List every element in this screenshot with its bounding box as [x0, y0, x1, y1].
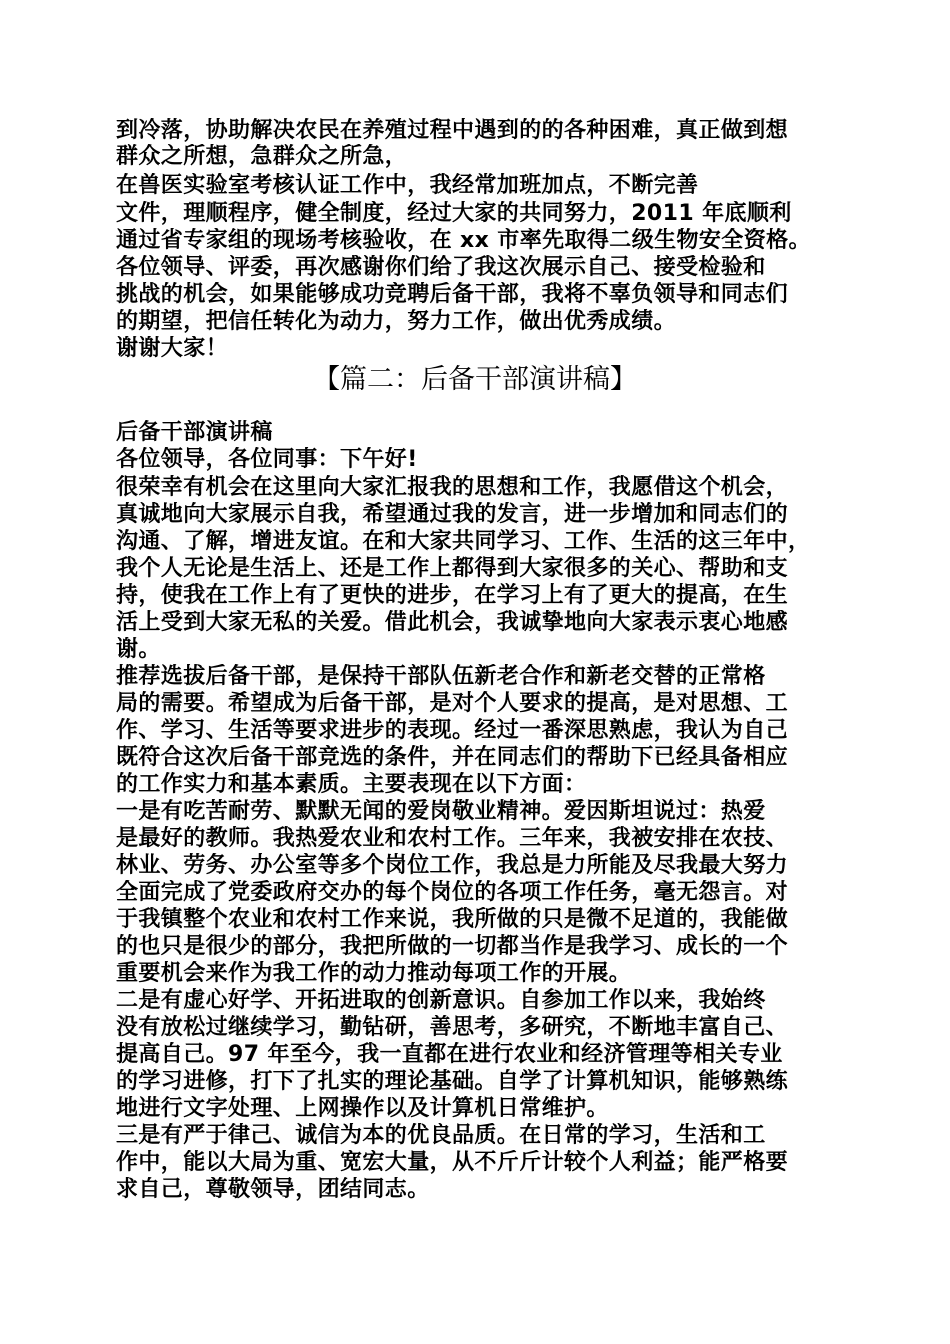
paragraph-line: 局的需要。希望成为后备干部，是对个人要求的提高，是对思想、工	[116, 691, 789, 716]
paragraph-line: 二是有虚心好学、开拓进取的创新意识。自参加工作以来，我始终	[116, 988, 766, 1013]
paragraph-line: 的也只是很少的部分，我把所做的一切都当作是我学习、成长的一个	[116, 934, 789, 959]
paragraph-line: 我个人无论是生活上、还是工作上都得到大家很多的关心、帮助和支	[116, 556, 789, 581]
paragraph-line: 群众之所想，急群众之所急，	[116, 144, 408, 169]
paragraph-line: 一是有吃苦耐劳、默默无闻的爱岗敬业精神。爱因斯坦说过：热爱	[116, 799, 766, 824]
paragraph-line: 作中，能以大局为重、宽宏大量，从不斤斤计较个人利益；能严格要	[116, 1150, 789, 1175]
paragraph-line: 活上受到大家无私的关爱。借此机会，我诚挚地向大家表示衷心地感	[116, 610, 789, 635]
paragraph-line: 的工作实力和基本素质。主要表现在以下方面：	[116, 772, 587, 797]
paragraph-line: 在兽医实验室考核认证工作中，我经常加班加点，不断完善	[116, 173, 699, 198]
paragraph-line: 地进行文字处理、上网操作以及计算机日常维护。	[116, 1096, 609, 1121]
paragraph-line: 求自己，尊敬领导，团结同志。	[116, 1177, 430, 1202]
paragraph-line: 是最好的教师。我热爱农业和农村工作。三年来，我被安排在农技、	[116, 826, 789, 851]
paragraph-line: 的学习进修，打下了扎实的理论基础。自学了计算机知识，能够熟练	[116, 1069, 789, 1094]
paragraph-line: 各位领导，各位同事：下午好!	[116, 447, 418, 472]
paragraph-line: 推荐选拔后备干部，是保持干部队伍新老合作和新老交替的正常格	[116, 664, 766, 689]
paragraph-line: 很荣幸有机会在这里向大家汇报我的思想和工作，我愿借这个机会，	[116, 475, 789, 500]
paragraph-line: 提高自己。97 年至今，我一直都在进行农业和经济管理等相关专业	[116, 1042, 783, 1067]
paragraph-line: 沟通、了解，增进友谊。在和大家共同学习、工作、生活的这三年中，	[116, 529, 811, 554]
paragraph-line: 重要机会来作为我工作的动力推动每项工作的开展。	[116, 961, 632, 986]
paragraph-line: 作、学习、生活等要求进步的表现。经过一番深思熟虑，我认为自己	[116, 718, 789, 743]
paragraph-line: 真诚地向大家展示自我，希望通过我的发言，进一步增加和同志们的	[116, 502, 789, 527]
paragraph-line: 于我镇整个农业和农村工作来说，我所做的只是微不足道的，我能做	[116, 907, 789, 932]
paragraph-line: 通过省专家组的现场考核验收，在 xx 市率先取得二级生物安全资格。	[116, 228, 811, 253]
paragraph-line: 既符合这次后备干部竞选的条件，并在同志们的帮助下已经具备相应	[116, 745, 789, 770]
paragraph-line: 到冷落，协助解决农民在养殖过程中遇到的的各种困难，真正做到想	[116, 118, 789, 143]
paragraph-line: 谢。	[116, 637, 161, 662]
paragraph-line: 后备干部演讲稿	[116, 420, 273, 445]
paragraph-line: 没有放松过继续学习，勤钻研，善思考，多研究，不断地丰富自己、	[116, 1015, 789, 1040]
paragraph-line: 持，使我在工作上有了更快的进步，在学习上有了更大的提高，在生	[116, 583, 789, 608]
section-title: 【篇二：后备干部演讲稿】	[313, 364, 637, 395]
paragraph-line: 各位领导、评委，再次感谢你们给了我这次展示自己、接受检验和	[116, 255, 766, 280]
paragraph-line: 三是有严于律己、诚信为本的优良品质。在日常的学习，生活和工	[116, 1123, 766, 1148]
paragraph-line: 谢谢大家！	[116, 336, 229, 361]
paragraph-line: 挑战的机会，如果能够成功竞聘后备干部，我将不辜负领导和同志们	[116, 282, 789, 307]
paragraph-line: 文件，理顺程序，健全制度，经过大家的共同努力，2011 年底顺利	[116, 201, 792, 226]
paragraph-line: 全面完成了党委政府交办的每个岗位的各项工作任务，毫无怨言。对	[116, 880, 789, 905]
paragraph-line: 的期望，把信任转化为动力，努力工作，做出优秀成绩。	[116, 309, 677, 334]
paragraph-line: 林业、劳务、办公室等多个岗位工作，我总是力所能及尽我最大努力	[116, 853, 789, 878]
